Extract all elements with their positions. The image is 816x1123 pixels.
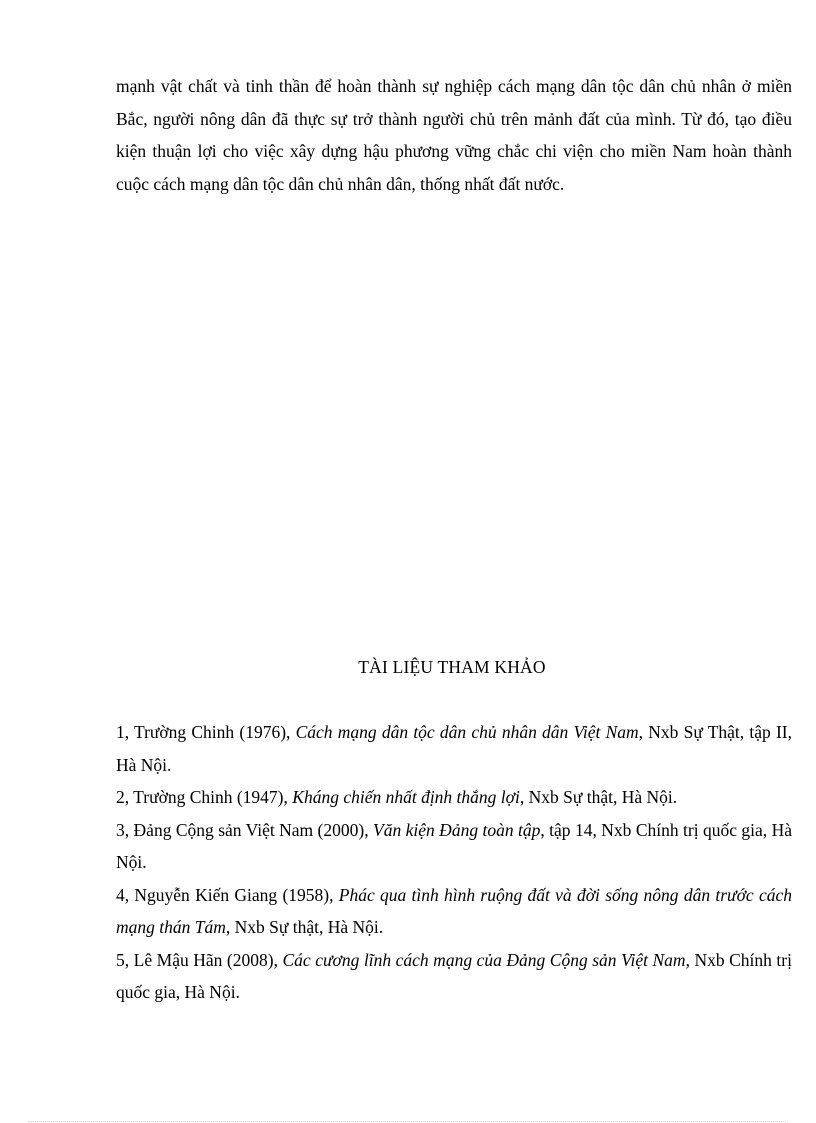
reference-author: 2, Trường Chinh (1947), — [116, 787, 293, 807]
reference-title: Kháng chiến nhất định thắng lợi — [292, 787, 520, 807]
reference-publisher: , Nxb Sự thật, Hà Nội. — [519, 787, 678, 807]
reference-title: Cách mạng dân tộc dân chủ nhân dân Việt Nam — [295, 722, 639, 742]
reference-author: 3, Đảng Cộng sản Việt Nam (2000), — [116, 819, 374, 840]
reference-title: Văn kiện Đảng toàn tập — [373, 819, 541, 840]
reference-author: 5, Lê Mậu Hãn (2008), — [116, 949, 283, 970]
reference-item — [116, 879, 792, 944]
reference-item — [116, 814, 792, 879]
reference-list — [116, 716, 792, 1009]
body-paragraph: mạnh vật chất và tinh thần để hoàn thành sự nghiệp cách mạng dân tộc dân chủ nhân ở miền Bắc, người nông dân đã thực sự trở thành người chủ trên mảnh đất của mình. Từ đó, tạo điều kiện thuận lợi cho việc xây dựng hậu phương vững chắc chi viện cho miền Nam hoàn thành cuộc cách mạng dân tộc dân chủ nhân dân, thống nhất đất nước. — [116, 76, 792, 194]
reference-publisher: , Nxb Sự Thật, tập II, Hà Nội. — [116, 722, 792, 775]
reference-publisher: , tập 14, Nxb Chính trị quốc gia, Hà Nội. — [116, 819, 793, 872]
reference-item — [116, 944, 792, 1009]
reference-author: 4, Nguyễn Kiến Giang (1958), — [116, 884, 339, 905]
reference-publisher: , Nxb Chính trị quốc gia, Hà Nội. — [116, 949, 792, 1002]
reference-item — [116, 716, 792, 781]
references-heading: TÀI LIỆU THAM KHẢO — [358, 657, 546, 677]
reference-publisher: , Nxb Sự thật, Hà Nội. — [225, 917, 384, 937]
page-bottom-divider — [28, 1121, 788, 1122]
reference-author: 1, Trường Chinh (1976), — [116, 722, 296, 742]
reference-title: Phác qua tình hình ruộng đất và đời sống nông dân trước cách mạng thán Tám — [116, 884, 792, 937]
reference-item — [116, 781, 792, 814]
reference-title: Các cương lĩnh cách mạng của Đảng Cộng sản Việt Nam — [282, 949, 686, 970]
